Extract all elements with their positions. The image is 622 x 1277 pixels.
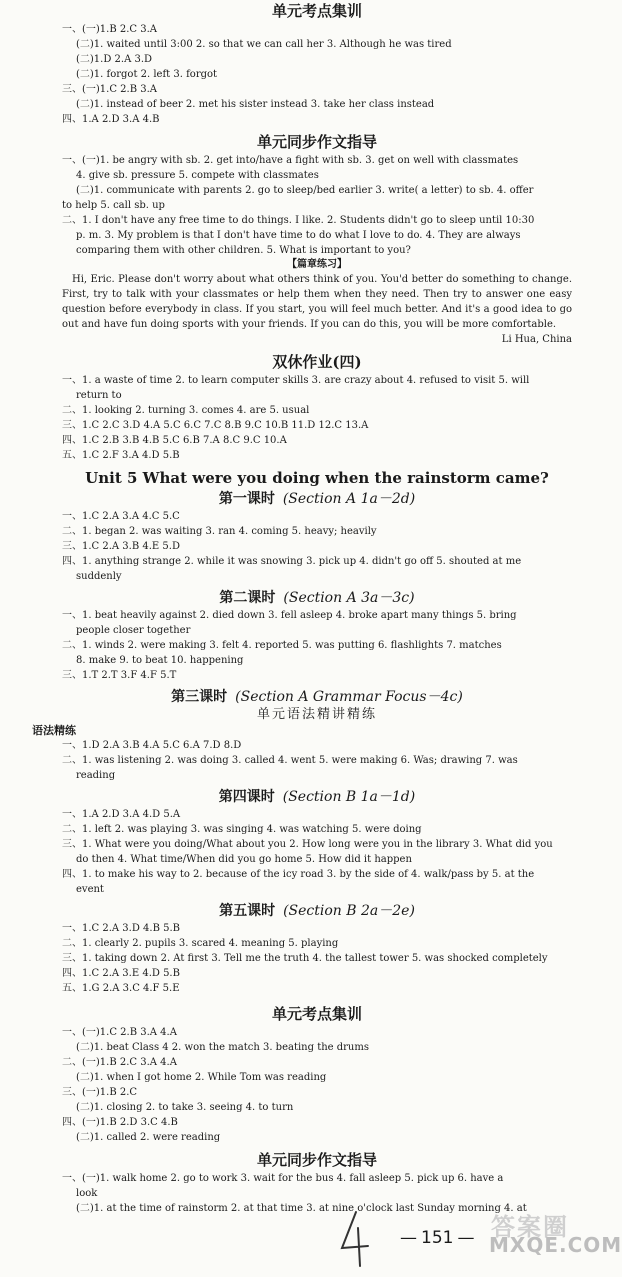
answer-line: return to <box>76 390 122 401</box>
answer-line: 一、(一)1.B 2.C 3.A <box>62 24 158 35</box>
answer-line: 四、1.C 2.A 3.E 4.D 5.B <box>62 968 180 979</box>
answer-line: 一、(一)1.C 2.B 3.A 4.A <box>62 1027 177 1038</box>
answer-line: 二、1. was listening 2. was doing 3. called 4. went 5. were making 6. Was; drawing 7. was <box>62 755 518 766</box>
answer-line: 三、1.C 2.A 3.B 4.E 5.D <box>62 541 180 552</box>
lesson-2-heading <box>62 588 572 608</box>
sample-essay: Hi, Eric. Please don't worry about what others think of you. You'd better do something to change. First, try to talk with your classmates or help them when they need. Then try to answer one easy question before everybody in class. If you start, you will feel much better. And it's a good idea to go out and have fun doing sports with your friends. If you can do this, you will be more comfortable. <box>62 274 572 330</box>
essay-signature: Li Hua, China <box>501 334 572 345</box>
watermark-logo <box>485 1205 622 1277</box>
lesson-section: (Section B 1a－1d) <box>282 789 416 805</box>
answer-line: 一、1.A 2.D 3.A 4.D 5.A <box>62 809 181 820</box>
answer-line: (二)1.D 2.A 3.D <box>76 54 153 65</box>
answer-line: 四、(一)1.B 2.D 3.C 4.B <box>62 1117 178 1128</box>
answer-line: 四、1.C 2.B 3.B 4.B 5.C 6.B 7.A 8.C 9.C 10.A <box>62 435 287 446</box>
answer-line: reading <box>76 770 116 781</box>
answer-line: (二)1. closing 2. to take 3. seeing 4. to turn <box>76 1102 294 1113</box>
lesson-section: (Section A 1a－2d) <box>282 491 416 507</box>
answer-line: 二、1. looking 2. turning 3. comes 4. are 5. usual <box>62 405 310 416</box>
lesson-section: (Section B 2a－2e) <box>283 903 415 919</box>
answer-line: 三、(一)1.C 2.B 3.A <box>62 84 158 95</box>
answer-line: 二、(一)1.B 2.C 3.A 4.A <box>62 1057 177 1068</box>
answer-line: (二)1. when I got home 2. While Tom was reading <box>76 1072 327 1083</box>
answer-line: (二)1. instead of beer 2. met his sister instead 3. take her class instead <box>76 99 435 110</box>
handwritten-mark <box>336 1208 372 1268</box>
answer-line: event <box>76 884 104 895</box>
answer-line: 三、1.T 2.T 3.F 4.F 5.T <box>62 670 177 681</box>
answer-line: (二)1. at the time of rainstorm 2. at that time 3. at nine o'clock last Sunday morning 4. at <box>76 1203 527 1214</box>
section-title-unit-review-2: 单元考点集训 <box>271 1005 362 1023</box>
answer-line: 五、1.G 2.A 3.C 4.F 5.E <box>62 983 180 994</box>
answer-document <box>32 0 572 1216</box>
lesson-5-heading <box>62 901 572 921</box>
lesson-section: (Section A 3a－3c) <box>283 590 415 606</box>
answer-line: 8. make 9. to beat 10. happening <box>76 655 244 666</box>
answer-line: 二、1. winds 2. were making 3. felt 4. reported 5. was putting 6. flashlights 7. matches <box>62 640 502 651</box>
answer-line: 四、1. to make his way to 2. because of the icy road 3. by the side of 4. walk/pass by 5. at the <box>62 869 535 880</box>
answer-line: 4. give sb. pressure 5. compete with classmates <box>76 170 319 181</box>
lesson-4-heading <box>62 787 572 807</box>
lesson-title: 第五课时 <box>219 903 276 919</box>
section-title-weekend-homework: 双休作业(四) <box>272 353 362 371</box>
answer-line: 三、1. taking down 2. At first 3. Tell me the truth 4. the tallest tower 5. was shocked completely <box>62 953 548 964</box>
answer-line: 二、1. left 2. was playing 3. was singing 4. was watching 5. were doing <box>62 824 422 835</box>
lesson-section: (Section A Grammar Focus－4c) <box>235 689 463 705</box>
answer-line: 三、1.C 2.C 3.D 4.A 5.C 6.C 7.C 8.B 9.C 10.B 11.D 12.C 13.A <box>62 420 369 431</box>
answer-line: look <box>76 1188 98 1199</box>
answer-line: (二)1. communicate with parents 2. go to sleep/bed earlier 3. write( a letter) to sb. 4. offer <box>76 185 534 196</box>
answer-line: comparing them with other children. 5. What is important to you? <box>76 245 411 256</box>
answer-line: 一、(一)1. be angry with sb. 2. get into/have a fight with sb. 3. get on well with classmates <box>62 155 519 166</box>
unit-title: Unit 5 What were you doing when the rainstorm came? <box>85 469 549 487</box>
answer-line: (二)1. waited until 3:00 2. so that we can call her 3. Although he was tired <box>76 39 452 50</box>
answer-line: 二、1. began 2. was waiting 3. ran 4. coming 5. heavy; heavily <box>62 526 377 537</box>
answer-line: 一、1.C 2.A 3.D 4.B 5.B <box>62 923 181 934</box>
lesson-title: 第三课时 <box>171 689 228 705</box>
answer-line: 四、1. anything strange 2. while it was snowing 3. pick up 4. didn't go off 5. shouted at me <box>62 556 522 567</box>
watermark-url: MXQE.COM <box>489 1233 622 1257</box>
answer-line: 一、1. beat heavily against 2. died down 3. fell asleep 4. broke apart many things 5. bring <box>62 610 517 621</box>
grammar-practice-label: 语法精练 <box>32 724 76 737</box>
passage-practice-tag: 【篇章练习】 <box>287 259 347 270</box>
page-number: — 151 — <box>400 1228 474 1248</box>
lesson-title: 第四课时 <box>218 789 275 805</box>
answer-line: 一、1.C 2.A 3.A 4.C 5.C <box>62 511 180 522</box>
answer-line: 三、1. What were you doing/What about you 2. How long were you in the library 3. What did you <box>62 839 553 850</box>
section-title-writing-guide-2: 单元同步作文指导 <box>256 1151 377 1169</box>
answer-line: people closer together <box>76 625 191 636</box>
answer-line: do then 4. What time/When did you go home 5. How did it happen <box>76 854 412 865</box>
lesson-1-heading <box>62 489 572 509</box>
answer-line: 一、1.D 2.A 3.B 4.A 5.C 6.A 7.D 8.D <box>62 740 242 751</box>
lesson-title: 第一课时 <box>218 491 275 507</box>
answer-line: to help 5. call sb. up <box>62 200 165 211</box>
lesson-title: 第二课时 <box>219 590 276 606</box>
answer-line: p. m. 3. My problem is that I don't have time to do what I love to do. 4. They are always <box>76 230 521 241</box>
section-title-writing-guide: 单元同步作文指导 <box>256 133 377 151</box>
answer-line: 四、1.A 2.D 3.A 4.B <box>62 114 160 125</box>
answer-line: 二、1. clearly 2. pupils 3. scared 4. meaning 5. playing <box>62 938 339 949</box>
section-title-unit-review: 单元考点集训 <box>271 2 362 20</box>
answer-line: 一、(一)1. walk home 2. go to work 3. wait for the bus 4. fall asleep 5. pick up 6. have a <box>62 1173 504 1184</box>
lesson-3-heading <box>62 687 572 707</box>
answer-line: 三、(一)1.B 2.C <box>62 1087 138 1098</box>
answer-line: 五、1.C 2.F 3.A 4.D 5.B <box>62 450 180 461</box>
answer-line: (二)1. beat Class 4 2. won the match 3. beating the drums <box>76 1042 369 1053</box>
grammar-subtitle: 单元语法精讲精练 <box>256 707 377 722</box>
answer-line: (二)1. called 2. were reading <box>76 1132 221 1143</box>
answer-line: suddenly <box>76 571 122 582</box>
answer-line: 一、1. a waste of time 2. to learn computer skills 3. are crazy about 4. refused to visit 5. will <box>62 375 530 386</box>
watermark-logo-text: 答案圈 <box>491 1212 569 1241</box>
answer-line: 二、1. I don't have any free time to do things. I like. 2. Students didn't go to sleep until 10:30 <box>62 215 535 226</box>
answer-line: (二)1. forgot 2. left 3. forgot <box>76 69 218 80</box>
